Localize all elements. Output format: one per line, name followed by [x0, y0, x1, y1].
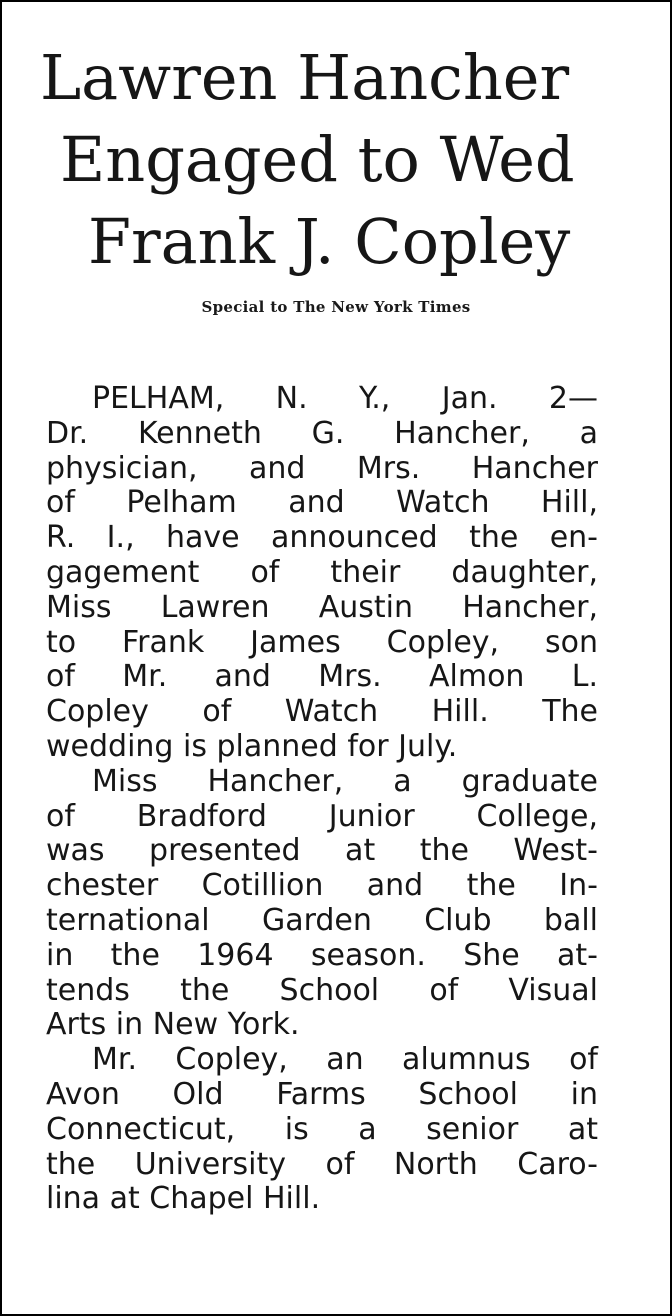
text-line: PELHAM, N. Y., Jan. 2— [92, 381, 598, 416]
headline-line: Frank J. Copley [88, 205, 571, 278]
text-line: Arts in New York. [46, 1007, 300, 1043]
text-line: Copley of Watch Hill. The [46, 694, 598, 730]
text-line: to Frank James Copley, son [46, 624, 598, 660]
text-line: was presented at the West- [46, 833, 598, 869]
text-line: lina at Chapel Hill. [46, 1181, 321, 1217]
text-line: Connecticut, is a senior at [46, 1111, 598, 1147]
text-line: in the 1964 season. She at- [46, 937, 598, 973]
headline-line: Lawren Hancher [40, 41, 570, 114]
byline-credit: Special to The New York Times [201, 298, 471, 316]
text-line: Miss Hancher, a graduate [92, 763, 598, 799]
text-line: the University of North Caro- [46, 1146, 598, 1182]
text-line: wedding is planned for July. [46, 728, 458, 764]
text-line: Avon Old Farms School in [46, 1076, 598, 1112]
text-line: gagement of their daughter, [46, 554, 598, 590]
text-line: tends the School of Visual [46, 972, 598, 1008]
text-line: Dr. Kenneth G. Hancher, a [46, 415, 598, 451]
article-body [46, 382, 598, 1217]
text-line: chester Cotillion and the In- [46, 868, 598, 904]
text-line: R. I., have announced the en- [46, 520, 598, 556]
article-paragraph [46, 1043, 598, 1217]
text-line: of Bradford Junior College, [46, 798, 598, 834]
text-line: of Pelham and Watch Hill, [46, 485, 598, 521]
headline-line: Engaged to Wed [60, 123, 575, 196]
article-paragraph [46, 382, 598, 765]
article-paragraph [46, 765, 598, 1043]
text-line: of Mr. and Mrs. Almon L. [46, 659, 598, 695]
text-line: Mr. Copley, an alumnus of [92, 1042, 598, 1078]
text-line: Miss Lawren Austin Hancher, [46, 589, 598, 625]
text-line: ternational Garden Club ball [46, 902, 598, 938]
text-line: physician, and Mrs. Hancher [46, 450, 598, 486]
